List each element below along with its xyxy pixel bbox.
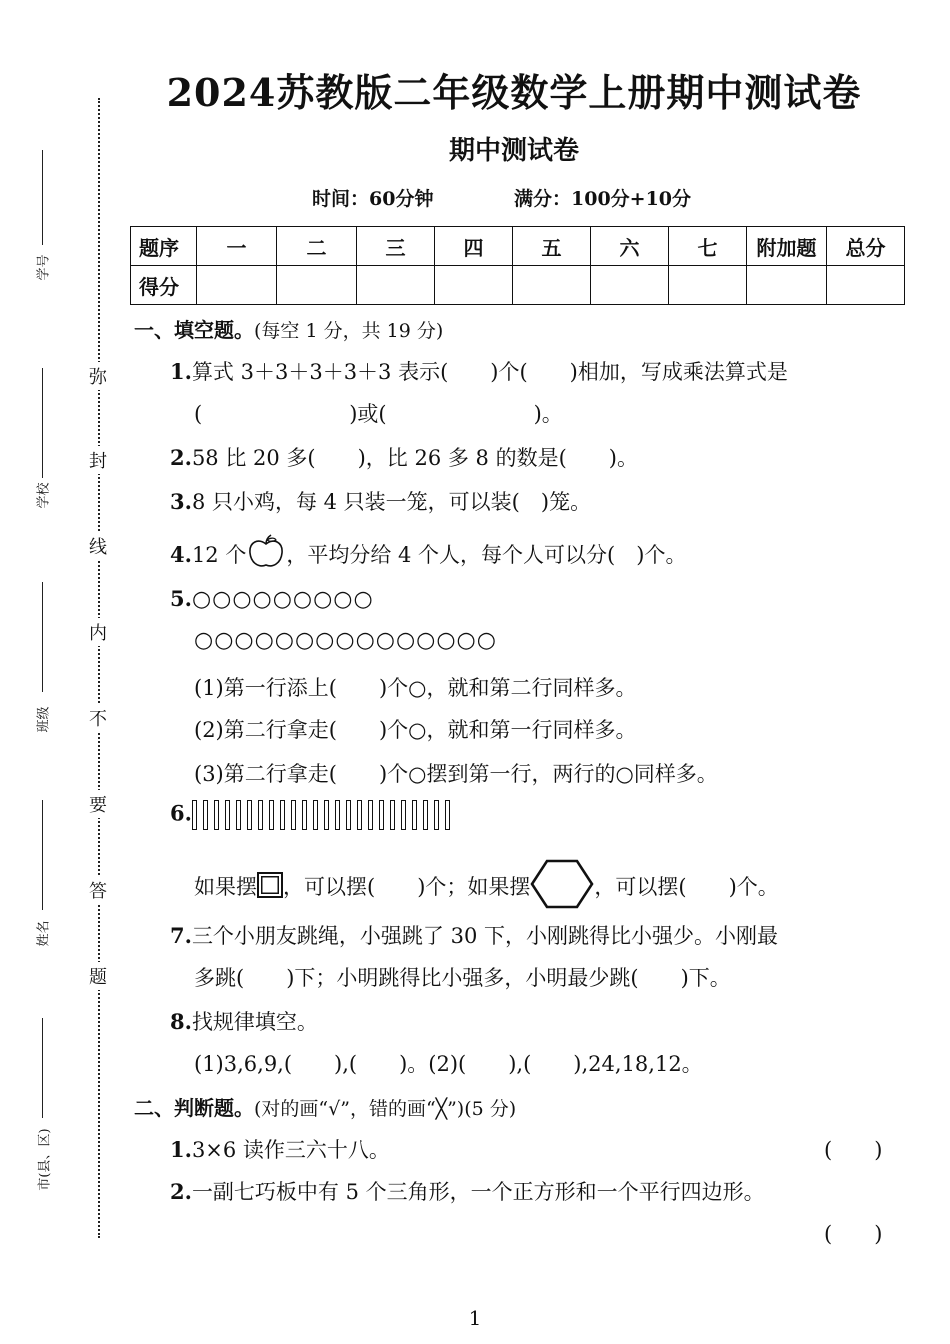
question-8-sequences: (1)3,6,9,( ),( )。(2)( ),( ),24,18,12。: [194, 1052, 703, 1076]
field-label-student-id: 学号: [36, 254, 52, 281]
circle-row-1: ○○○○○○○○○: [191, 587, 374, 612]
score-header-cell: 总分: [827, 227, 905, 266]
stick: [269, 800, 274, 830]
apple-icon: [246, 534, 286, 570]
binding-char: 不: [86, 704, 110, 732]
question-text: 三个小朋友跳绳，小强跳了 30 下，小刚跳得比小强少。小刚最: [191, 924, 779, 948]
score-cell[interactable]: [513, 266, 591, 305]
binding-char: 弥: [86, 362, 110, 390]
binding-char: 内: [86, 618, 110, 646]
question-number: 6.: [170, 800, 192, 826]
score-header-cell: 六: [591, 227, 669, 266]
score-header-cell: 附加题: [747, 227, 827, 266]
question-2: [170, 442, 638, 472]
question-1-line2: ( )或( )。: [194, 402, 563, 426]
stick: [423, 800, 428, 830]
score-header-cell: 五: [513, 227, 591, 266]
field-line-class: [42, 582, 43, 692]
question-number: 1.: [170, 1137, 192, 1162]
judge-question-1: [170, 1134, 390, 1164]
question-4: [170, 534, 686, 570]
question-number: 8.: [170, 1009, 192, 1034]
question-text: 3×6 读作三六十八。: [191, 1138, 390, 1162]
question-5-sub1: (1)第一行添上( )个○，就和第二行同样多。: [194, 676, 637, 700]
stick: [258, 800, 263, 830]
score-header-cell: 七: [669, 227, 747, 266]
field-line-name: [42, 800, 43, 910]
section2-title: 二、判断题。: [134, 1096, 254, 1120]
question-5-sub3: (3)第二行拿走( )个○摆到第一行，两行的○同样多。: [194, 762, 718, 786]
stick: [346, 800, 351, 830]
question-7-line1: [170, 920, 778, 950]
question-text: 8 只小鸡，每 4 只装一笼，可以装( )笼。: [191, 490, 592, 514]
answer-paren[interactable]: ( ): [824, 1138, 883, 1162]
page-title: 2024苏教版二年级数学上册期中测试卷: [166, 70, 862, 115]
exam-time: 时间：60分钟: [312, 188, 434, 210]
exam-full-score: 满分：100分+10分: [514, 188, 692, 210]
binding-char: 线: [86, 532, 110, 560]
score-cell[interactable]: [827, 266, 905, 305]
score-cell[interactable]: [747, 266, 827, 305]
score-header-cell: 一: [197, 227, 277, 266]
binding-char: 要: [86, 790, 110, 818]
score-cell[interactable]: [669, 266, 747, 305]
question-number: 2.: [170, 445, 192, 470]
question-text: 找规律填空。: [191, 1010, 318, 1034]
question-number: 5.: [170, 586, 192, 611]
binding-char: 封: [86, 446, 110, 474]
question-text: 算式 3＋3＋3＋3＋3 表示( )个( )相加，写成乘法算式是: [191, 360, 788, 384]
score-table-score-row: [131, 266, 905, 305]
question-7-line2: 多跳( )下；小明跳得比小强多，小明最少跳( )下。: [194, 966, 731, 990]
score-cell[interactable]: [435, 266, 513, 305]
question-text: 58 比 20 多( )，比 26 多 8 的数是( )。: [191, 446, 638, 470]
score-header-cell: 二: [277, 227, 357, 266]
score-table-header-row: [131, 227, 905, 266]
circle-row-2: ○○○○○○○○○○○○○○○: [194, 628, 497, 653]
field-line-city: [42, 1018, 43, 1118]
stick: [236, 800, 241, 830]
field-label-name: 姓名: [36, 920, 52, 947]
question-6-row2: [194, 858, 779, 910]
question-3: [170, 486, 591, 516]
stick: [214, 800, 219, 830]
stick-row: [192, 800, 450, 830]
stick: [192, 800, 197, 830]
stick: [379, 800, 384, 830]
field-line-school: [42, 368, 43, 478]
section1-note: (每空 1 分，共 19 分): [254, 320, 444, 342]
question-text-pre: 12 个: [191, 543, 247, 567]
judge-question-2: [170, 1176, 765, 1206]
question-8: [170, 1006, 318, 1036]
question-text-c: ，可以摆( )个。: [594, 875, 779, 899]
section2-note: (对的画“√”，错的画“╳”)(5 分): [254, 1098, 517, 1120]
stick: [324, 800, 329, 830]
question-6-row1: [170, 800, 450, 830]
question-text-a: 如果摆: [194, 875, 257, 899]
hexagon-icon: [530, 858, 594, 910]
section1-title: 一、填空题。: [134, 318, 254, 342]
stick: [445, 800, 450, 830]
stick: [302, 800, 307, 830]
score-cell[interactable]: [591, 266, 669, 305]
question-number: 7.: [170, 923, 192, 948]
stick: [412, 800, 417, 830]
stick: [280, 800, 285, 830]
field-label-school: 学校: [36, 482, 52, 509]
score-cell[interactable]: [277, 266, 357, 305]
score-cell[interactable]: [197, 266, 277, 305]
question-1-line1: [170, 356, 788, 386]
score-table: [130, 226, 905, 305]
stick: [390, 800, 395, 830]
answer-paren[interactable]: ( ): [824, 1222, 883, 1246]
question-number: 2.: [170, 1179, 192, 1204]
score-header-cell: 四: [435, 227, 513, 266]
score-row-label: 得分: [131, 266, 197, 305]
question-text: 一副七巧板中有 5 个三角形，一个正方形和一个平行四边形。: [191, 1180, 765, 1204]
binding-dotted-line: [98, 98, 100, 1238]
stick: [247, 800, 252, 830]
stick: [401, 800, 406, 830]
stick: [357, 800, 362, 830]
page-number: 1: [468, 1306, 482, 1330]
score-header-cell: 三: [357, 227, 435, 266]
binding-char: 题: [86, 962, 110, 990]
question-5-row1: [170, 586, 374, 612]
binding-char: 答: [86, 876, 110, 904]
field-label-class: 班级: [36, 706, 52, 733]
question-number: 1.: [170, 359, 192, 384]
question-text-post: ，平均分给 4 个人，每个人可以分( )个。: [286, 543, 687, 567]
field-label-city: 市(县、区): [37, 1128, 53, 1191]
stick: [313, 800, 318, 830]
score-cell[interactable]: [357, 266, 435, 305]
stick: [335, 800, 340, 830]
section2-heading: [134, 1092, 516, 1121]
square-icon: [257, 872, 283, 898]
stick: [203, 800, 208, 830]
stick: [434, 800, 439, 830]
stick: [291, 800, 296, 830]
question-number: 3.: [170, 489, 192, 514]
stick: [225, 800, 230, 830]
section1-heading: [134, 314, 443, 343]
question-text-b: ，可以摆( )个；如果摆: [283, 875, 531, 899]
stick: [368, 800, 373, 830]
question-number: 4.: [170, 542, 192, 567]
page-subtitle: 期中测试卷: [448, 136, 579, 166]
question-5-sub2: (2)第二行拿走( )个○，就和第一行同样多。: [194, 718, 637, 742]
score-header-cell: 题序: [131, 227, 197, 266]
